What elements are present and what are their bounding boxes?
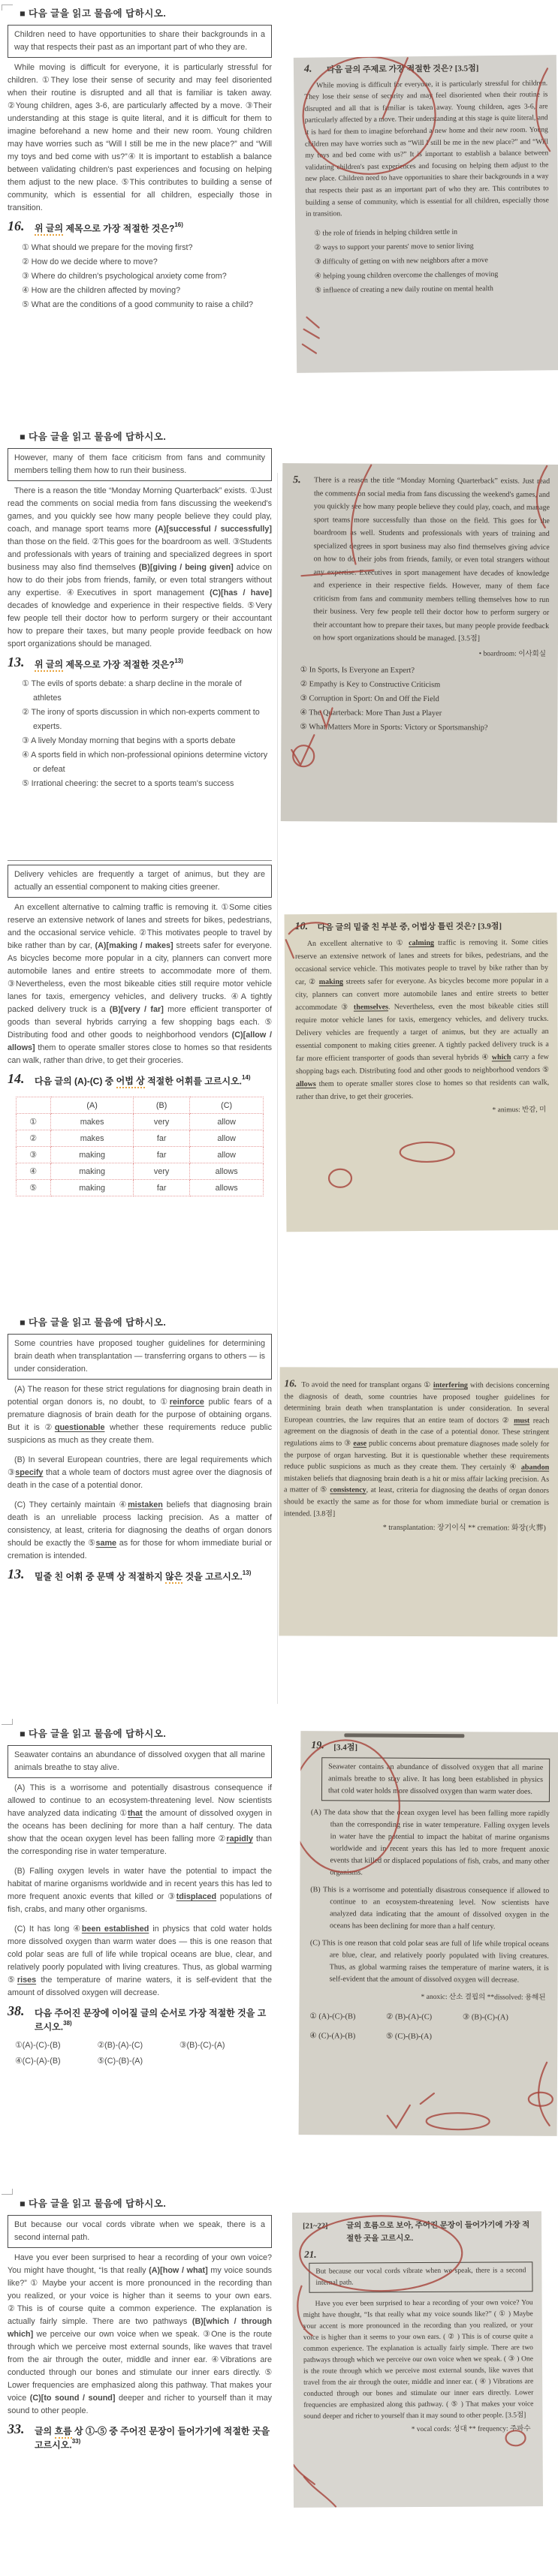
question-number: 13. bbox=[8, 1566, 25, 1581]
question-block-13-title bbox=[8, 428, 272, 857]
option-item: ④ A sports field in which non-professional opinions determine victory or defeat bbox=[22, 751, 268, 774]
given-sentence-box: But because our vocal cords vibrate when we speak, there is a second internal path. bbox=[309, 2262, 532, 2293]
table-cell: allow bbox=[189, 1114, 264, 1130]
passage-paragraph: (B) Falling oxygen levels in water have the potential to impact the habitat of marine organisms worldwide and in recent years this has led to more frequent anoxic events that killed or ③tdisplaced populations of fish, crabs, and many other organisms. bbox=[8, 1867, 272, 1914]
question-text: 다음 글의 밑줄 친 부분 중, 어법상 틀린 것은? [3.9점] bbox=[317, 922, 502, 932]
question-number: 16. bbox=[8, 218, 25, 233]
section-instruction: ■ 다음 글을 읽고 물음에 답하시오. bbox=[20, 1317, 167, 1328]
option-item: ⑤ influence of creating a new daily routine on mental health bbox=[315, 284, 493, 295]
table-cell: very bbox=[134, 1114, 189, 1130]
question-number: 19. bbox=[311, 1740, 324, 1752]
question-number: 38. bbox=[8, 2003, 25, 2018]
passage-text: Have you ever been surprised to hear a recording of your own voice? You might have thought, “Is that really (A)[how / what] my voice sounds like?” ① Maybe your accent is more pronounced in the recording than you realized, or your voice is higher than it seems to your own ears. ②This is of course quite a common experience. The explanation is actually fairly simple. There are two pathways (B)[which / through which] we perceive our own voice when we speak. ③One is the route through which we perceive most external sounds, like waves that travel from the air through the outer, middle and inner ear. ④Vibrations are conducted through our bones and stimulate our inner ears directly. ⑤ Lower frequencies are emphasized along this pathway. That makes your voice (C)[to sound / sound] deeper and richer to yourself than it may sound to other people. bbox=[8, 2253, 272, 2415]
question-block-13-vocab bbox=[8, 1314, 272, 1723]
question-text: 위 글의 제목으로 가장 적절한 것은? bbox=[35, 223, 174, 236]
page-corner-mark bbox=[2, 2189, 13, 2195]
table-cell: allows bbox=[189, 1163, 264, 1180]
question-number: 14. bbox=[8, 1071, 25, 1086]
option-item: ⑤ What are the conditions of a good community to raise a child? bbox=[22, 300, 253, 309]
table-row bbox=[16, 1130, 264, 1147]
question-text: 다음 글의 주제로 가장 적절한 것은? [3.5점] bbox=[326, 64, 479, 75]
passage-with-number bbox=[284, 1377, 550, 1520]
question-number: 5. bbox=[293, 474, 301, 486]
table-cell: making bbox=[50, 1163, 134, 1180]
option-item: ① The evils of sports debate: a sharp decline in the morale of athletes bbox=[22, 679, 242, 703]
passage-paragraph: (C) It has long ④been established in physics that cold water holds more dissolved oxygen than warm water does — this is one reason that cold polar seas are full of life while tropical oceans are blue, clear, and relatively poorly populated with living creatures. Thus, as global warming ⑤rises the temperature of marine waters, it is self-evident that the amount of dissolved oxygen will decrease. bbox=[8, 1924, 272, 1997]
passage-text: While moving is difficult for everyone, it is particularly stressful for children. ①They lose their sense of security and may feel disoriented when their routine is disrupted and all that is familiar is taken away. ②Young children, ages 3-6, are particularly affected by a move. ③Their understanding at this stage is quite literal, and it is difficult for them to imagine beforehand a new home and their new room. Young children may have worries such as “Will I still be me in the new place?” and “Will my toys and bed come with us?”④ It is important to establish a balance between validating children's past experiences and focusing on helping them adjust to the new place. ⑤This contributes to building a sense of community, which is essential for all children, especially those in transition. bbox=[8, 63, 272, 212]
question-block-14 bbox=[8, 865, 272, 1309]
question-text: 위 글의 제목으로 가장 적절한 것은? bbox=[35, 659, 174, 672]
question-line bbox=[8, 655, 272, 673]
table-cell: makes bbox=[50, 1130, 134, 1147]
question-range-header bbox=[303, 2219, 532, 2246]
passage-paragraph: (B) In several European countries, there are legal requirements which ③specify that a whole team of doctors must agree over the diagnosis of death in the case of a potential donor. bbox=[8, 1455, 272, 1490]
option-item: ①(A)-(C)-(B) bbox=[15, 2041, 61, 2051]
table-header-cell: (B) bbox=[134, 1097, 189, 1114]
table-cell: far bbox=[134, 1147, 189, 1163]
scanned-exam-photo-q19 bbox=[299, 1731, 558, 2136]
page-corner-mark bbox=[2, 1719, 13, 1725]
question-range-text: 글의 흐름으로 보아, 주어진 문장이 들어가기에 가장 적절한 곳을 고르시오. bbox=[346, 2221, 530, 2243]
option-item: ④(C)-(A)-(B) bbox=[15, 2057, 61, 2066]
glossary-note: * transplantation: 장기이식 ** cremation: 화장(火葬) bbox=[382, 1523, 546, 1533]
table-cell: ② bbox=[16, 1130, 50, 1147]
options-list bbox=[306, 224, 550, 297]
options-list bbox=[291, 663, 548, 736]
passage-text: There is a reason the title “Monday Morning Quarterback” exists. Just read the comments on social media from fans discussing the weekend's games, and you quickly see how many people believe they could play, coach, and manage sport teams more successfully than those on the field. This goes for the boardroom as well. Students and professionals with years of training and specialized degrees in sport business may also find themselves giving advice on how to do their jobs from friends, family, or even total strangers without any expertise. Executives in sport management have decades of knowledge and experience in their respective fields. However, many of them face criticism from fans and community members telling themselves how to run their business. Very few people tell their doctor how to perform surgery or their accountant how to prepare their taxes, but many people provide feedback on how sport organizations should be managed. [3.5점] bbox=[313, 476, 550, 643]
option-item: ① In Sports, Is Everyone an Expert? bbox=[300, 666, 415, 675]
question-text: 글의 흐름 상 ①-⑤ 중 주어진 문장이 들어가기에 적절한 곳을 고르시오. bbox=[35, 2426, 270, 2451]
question-line bbox=[8, 1566, 272, 1584]
question-line bbox=[295, 920, 548, 934]
table-row bbox=[16, 1147, 264, 1163]
given-sentence-box: However, many of them face criticism from fans and community members telling them how to run their business. bbox=[8, 448, 272, 481]
scanned-exam-photo-q10 bbox=[285, 913, 558, 1232]
option-item: ⑤ Irrational cheering: the secret to a sports team's success bbox=[22, 779, 234, 788]
passage-text: An excellent alternative to ① calming traffic is removing it. Some cities reserve an extensive network of lanes and streets for bikes, pedestrians, and the occasional service vehicle. This motivates people to travel by bike rather than by car, ② making streets safer for everyone. As bicycles become more popular in a city, planners can convert more automobile lanes and entire streets to better accommodate ③ themselves. Nevertheless, even the most bikeable cities still require motor vehicle lanes for taxis, emergency vehicles, and delivery trucks. Delivery vehicles are frequently a target of animus, but they are actually an essential component to making cities greener. A tightly packed delivery truck is a far more efficient transporter of goods than several hybrids ④ which carry a few shopping bags each. Distributing food and other goods to neighborhood vendors ⑤ allows them to operate smaller stores close to homes so that residents can walk, rather than drive, to get their groceries. bbox=[294, 937, 550, 1102]
question-number: 4. bbox=[303, 63, 312, 75]
option-item: ③(B)-(C)-(A) bbox=[179, 2041, 225, 2051]
question-block-16 bbox=[8, 5, 272, 425]
glossary-note: * vocal cords: 성대 ** frequency: 주파수 bbox=[411, 2425, 531, 2434]
question-block-33 bbox=[8, 2195, 272, 2574]
section-instruction: ■ 다음 글을 읽고 물음에 답하시오. bbox=[20, 432, 167, 442]
given-sentence-box: Seawater contains an abundance of dissolved oxygen that all marine animals breathe to stay alive. bbox=[8, 1745, 272, 1778]
section-instruction: ■ 다음 글을 읽고 물음에 답하시오. bbox=[20, 8, 167, 19]
passage-paragraph: (A) The data show that the ocean oxygen level has been falling more rapidly than the corresponding rise in water temperature. Falling oxygen levels in water have the potential to impact the habitat of marine organisms worldwide and in recent years this has led to more frequent anoxic events that killed or displaced populations of fish, crabs, and many other organisms. bbox=[310, 1808, 550, 1877]
footnote-ref: 14) bbox=[242, 1074, 251, 1081]
passage-paragraph: (C) This is one reason that cold polar seas are full of life while tropical oceans are blue, clear, and relatively poorly populated with living creatures. Thus, as global warming raises the temperature of marine waters, it is self-evident that the amount of dissolved oxygen will decrease. bbox=[309, 1939, 549, 1985]
option-item: ④ The Quarterback: More Than Just a Player bbox=[300, 709, 442, 718]
question-block-38 bbox=[8, 1725, 272, 2190]
option-item: ②(B)-(A)-(C) bbox=[97, 2041, 143, 2051]
option-item: ② Empathy is Key to Constructive Criticism bbox=[300, 680, 441, 690]
option-item: ⑤ (C)-(B)-(A) bbox=[386, 2032, 433, 2042]
option-item: ⑤ What Matters More in Sports: Victory or Sportsmanship? bbox=[300, 723, 488, 733]
option-item: ③ A lively Monday morning that begins with a sports debate bbox=[22, 736, 236, 745]
question-number: 21. bbox=[304, 2248, 317, 2260]
footnote-ref: 38) bbox=[63, 2020, 72, 2027]
options-list bbox=[12, 677, 272, 791]
given-sentence-box: Children need to have opportunities to share their backgrounds in a way that respects their past as an important part of who they are. bbox=[8, 25, 272, 58]
scanned-exam-photo-q16 bbox=[279, 1367, 558, 1636]
given-sentence-box: Delivery vehicles are frequently a target of animus, but they are actually an essential component to making cities greener. bbox=[8, 865, 272, 898]
table-cell: allow bbox=[189, 1147, 264, 1163]
question-text: 다음 글의 (A)-(C) 중 어법 상 적절한 어휘를 고르시오. bbox=[35, 1076, 242, 1088]
option-item: ② The irony of sports discussion in which non-experts comment to experts. bbox=[22, 708, 260, 731]
option-item: ② (B)-(A)-(C) bbox=[386, 2012, 433, 2022]
answer-choice-table bbox=[16, 1097, 264, 1196]
question-number: 33. bbox=[8, 2421, 25, 2436]
passage-text: An excellent alternative to calming traffic is removing it. ①Some cities reserve an extensive network of lanes and streets for bikes, pedestrians, and the occasional service vehicle. ②This motivates people to travel by bike rather than by car, (A)[making / makes] streets safer for everyone. As bicycles become more popular in a city, planners can convert more automobile lanes and entire streets to accommodate more of them. ③Nevertheless, even the most bikeable cities still require motor vehicle lanes for taxis, emergency vehicles, and delivery trucks. ④A tightly packed delivery truck is a (B)[very / far] more efficient transporter of goods than several hybrids carrying a few shopping bags each. ⑤ Distributing food and other goods to neighborhood vendors (C)[allow / allows] them to operate smaller stores close to homes so that residents can walk, rather than drive, to get their groceries. bbox=[8, 903, 272, 1065]
question-line bbox=[304, 62, 547, 77]
option-item: ⑤(C)-(B)-(A) bbox=[97, 2057, 143, 2066]
option-item: ③ Corruption in Sport: On and Off the Field bbox=[300, 694, 439, 704]
passage-paragraphs bbox=[310, 1807, 550, 1987]
table-cell: ③ bbox=[16, 1147, 50, 1163]
page-center-rule bbox=[277, 473, 278, 1704]
table-cell: very bbox=[134, 1163, 189, 1180]
question-number: 13. bbox=[8, 655, 25, 670]
scanned-exam-photo-q21 bbox=[292, 2211, 543, 2508]
question-range-tag: [21~22] bbox=[303, 2222, 328, 2231]
options-list bbox=[309, 2007, 548, 2048]
table-header-cell: (C) bbox=[189, 1097, 264, 1114]
passage-paragraph: (A) This is a worrisome and potentially disastrous consequence if allowed to continue to an ecosystem-threatening level. Now scientists have analyzed data indicating ①that the amount of dissolved oxygen in the oceans has been declining for more than a half century. The data show that the ocean oxygen level has been falling more ②rapidly than the corresponding rise in water temperature. bbox=[8, 1783, 272, 1856]
table-cell: making bbox=[50, 1147, 134, 1163]
question-line bbox=[8, 218, 272, 236]
table-cell: makes bbox=[50, 1114, 134, 1130]
question-line bbox=[8, 2421, 272, 2451]
options-list bbox=[15, 2038, 272, 2069]
question-points: [3.4점] bbox=[333, 1743, 358, 1753]
given-sentence-box: Some countries have proposed tougher guidelines for determining brain death when transplantation — transferring organs to others — is under consideration. bbox=[8, 1334, 272, 1380]
passage-paragraph: (C) They certainly maintain ④mistaken beliefs that diagnosing brain death is an unreliable process lacking precision. As a matter of consistency, at least, criteria for diagnosing the deaths of organ donors should be exactly the ⑤same as for those for whom immediate burial or cremation is intended. bbox=[8, 1500, 272, 1560]
table-header-cell: (A) bbox=[50, 1097, 134, 1114]
scanned-exam-photo-q5 bbox=[281, 463, 558, 823]
footnote-ref: 16) bbox=[174, 221, 183, 228]
passage-paragraph: (B) This is a worrisome and potentially disastrous consequence if allowed to continue to an ecosystem-threatening level. Now scientists have analyzed data indicating that the amount of dissolved oxygen in the oceans has been declining for more than a half century. bbox=[310, 1885, 550, 1931]
passage-text: To avoid the need for transplant organs ① interfering with decisions concerning the diagnosis of death, some countries have proposed tougher guidelines for determining brain death when transplantation is under consideration. In several European countries, the law requires that an entire team of doctors ② must reach agreement on the diagnosis of death in the case of a potential donor. These stringent regulations aims to ③ ease public concerns about premature diagnoses made solely for the purpose of organ harvesting. But it is questionable whether these requirements reduce public suspicions as much as they create them. They certainly ④ abandon mistaken beliefs that diagnosing brain death is a hit or miss affair lacking precision. As a matter of ⑤ consistency, at least, criteria for diagnosing the deaths of organ donors should be exactly the same as for those for whom immediate burial or cremation is intended. [3.8점] bbox=[283, 1380, 550, 1518]
options-list bbox=[12, 241, 272, 312]
option-item: ② ways to support your parents' move to senior living bbox=[314, 242, 474, 252]
table-row bbox=[16, 1163, 264, 1180]
passage-with-number bbox=[292, 474, 550, 646]
passage-paragraphs bbox=[8, 1383, 272, 1563]
table-cell: allow bbox=[189, 1130, 264, 1147]
table-row bbox=[16, 1180, 264, 1196]
passage-text: There is a reason the title “Monday Morning Quarterback” exists. ①Just read the comments on social media from fans discussing the weekend's games, and you quickly see how many people believe they could play, coach, and manage sport teams more (A)[successful / successfully] than those on the field. ②This goes for the boardroom as well. ③Students and professionals with years of training and specialized degrees in sport business may also find themselves (B)[giving / being given] advice on how to do their jobs from friends, family, or even total strangers without any expertise. ④Executives in sport management (C)[has / have] decades of knowledge and experience in their respective fields. ⑤Very few people tell their doctor how to perform surgery or their accountant how to prepare their taxes, but many people provide feedback on how sport organizations should be managed. bbox=[8, 486, 272, 649]
glossary-note: * anoxic: 산소 결핍의 **dissolved: 용해된 bbox=[421, 1993, 546, 2002]
table-cell: ④ bbox=[16, 1163, 50, 1180]
section-instruction: ■ 다음 글을 읽고 물음에 답하시오. bbox=[20, 2198, 167, 2209]
table-header-cell bbox=[16, 1097, 50, 1114]
footnote-ref: 33) bbox=[71, 2438, 81, 2445]
given-sentence-box: But because our vocal cords vibrate when we speak, there is a second internal path. bbox=[8, 2215, 272, 2248]
question-line bbox=[311, 1741, 550, 1756]
table-cell: ① bbox=[16, 1114, 50, 1130]
option-item: ① the role of friends in helping children settle in bbox=[314, 227, 458, 238]
glossary-note: * animus: 반감, 미 bbox=[492, 1106, 547, 1115]
footnote-ref: 13) bbox=[174, 658, 183, 664]
section-instruction: ■ 다음 글을 읽고 물음에 답하시오. bbox=[20, 1729, 167, 1739]
passage-paragraphs bbox=[8, 1782, 272, 2000]
table-row bbox=[16, 1114, 264, 1130]
table-cell: far bbox=[134, 1130, 189, 1147]
question-text: 밑줄 친 어휘 중 문맥 상 적절하지 않은 것을 고르시오. bbox=[35, 1571, 243, 1584]
passage-text: While moving is difficult for everyone, it is particularly stressful for children. They lose their sense of security and may feel disoriented when their routine is disrupted and all that is familiar is taken away. Young children, ages 3-6, are particularly affected by a move. Their understanding at this stage is quite literal, and it is hard for them to imagine beforehand a new home and their new room. Young children may have worries such as “Will I still be me in the new place?” and “Will my toys and bed come with us?” It is important to establish a balance between validating children's past experiences and focusing on helping them adjust to the new place. Children need to have opportunities to share their backgrounds in a way that respects their past as an important part of who they are. This contributes to building a sense of community, which is essential for all children, especially those in transition. bbox=[304, 78, 549, 218]
table-cell: far bbox=[134, 1180, 189, 1196]
passage-paragraph: (A) The reason for these strict regulations for diagnosing brain death in potential organ donors is, no doubt, to ①reinforce public fears of a premature diagnosis of brain death for the purpose of obtaining organs. But it is ②questionable whether these requirements reduce public suspicions as much as they create them. bbox=[8, 1385, 272, 1445]
option-item: ④ helping young children overcome the challenges of moving bbox=[314, 269, 499, 281]
passage-text: Have you ever been surprised to hear a recording of your own voice? You might have thought, “Is that really what my voice sounds like?” ( ① ) Maybe your accent is more pronounced in the recording than you realized, or your voice is higher than it seems to your own ears. ( ② ) This is of course quite a common experience. The explanation is actually fairly simple. There are two pathways through which we perceive our own voice when we speak. ( ③ ) One is the route through which we perceive most external sounds, like waves that travel from the air through the outer, middle and inner ear. ( ④ ) Vibrations are conducted through our bones and stimulate our inner ears directly. Lower frequencies are emphasized along this pathway. ( ⑤ ) That makes your voice sound deeper and richer to yourself than it may sound to other people. [3.5점] bbox=[303, 2299, 534, 2421]
option-item: ① What should we prepare for the moving first? bbox=[22, 243, 193, 252]
option-item: ③ (B)-(C)-(A) bbox=[462, 2013, 508, 2022]
option-item: ④ How are the children affected by moving? bbox=[22, 286, 181, 295]
glossary-note: • boardroom: 이사회실 bbox=[478, 649, 546, 658]
option-item: ① (A)-(C)-(B) bbox=[309, 2012, 356, 2021]
option-item: ④ (C)-(A)-(B) bbox=[309, 2032, 356, 2041]
scanned-exam-photo-q4 bbox=[294, 55, 558, 373]
question-number: 10. bbox=[294, 921, 309, 933]
option-item: ③ difficulty of getting on with new neighbors after a move bbox=[314, 255, 488, 266]
table-cell: ⑤ bbox=[16, 1180, 50, 1196]
question-number: 16. bbox=[284, 1377, 297, 1389]
given-passage-box: Seawater contains an abundance of dissolved oxygen that all marine animals breathe to stay alive. It has long been established in physics that cold water holds more dissolved oxygen than warm water does. bbox=[321, 1757, 550, 1802]
question-line bbox=[8, 1071, 272, 1089]
option-item: ③ Where do children's psychological anxiety come from? bbox=[22, 272, 227, 281]
table-cell: allows bbox=[189, 1180, 264, 1196]
footnote-ref: 13) bbox=[242, 1569, 252, 1576]
question-text: 다음 주어진 문장에 이어질 글의 순서로 가장 적절한 것을 고르시오. bbox=[35, 2008, 267, 2033]
option-item: ② How do we decide where to move? bbox=[22, 257, 158, 266]
question-line bbox=[8, 2003, 272, 2033]
table-cell: making bbox=[50, 1180, 134, 1196]
column-divider-line bbox=[8, 860, 272, 861]
